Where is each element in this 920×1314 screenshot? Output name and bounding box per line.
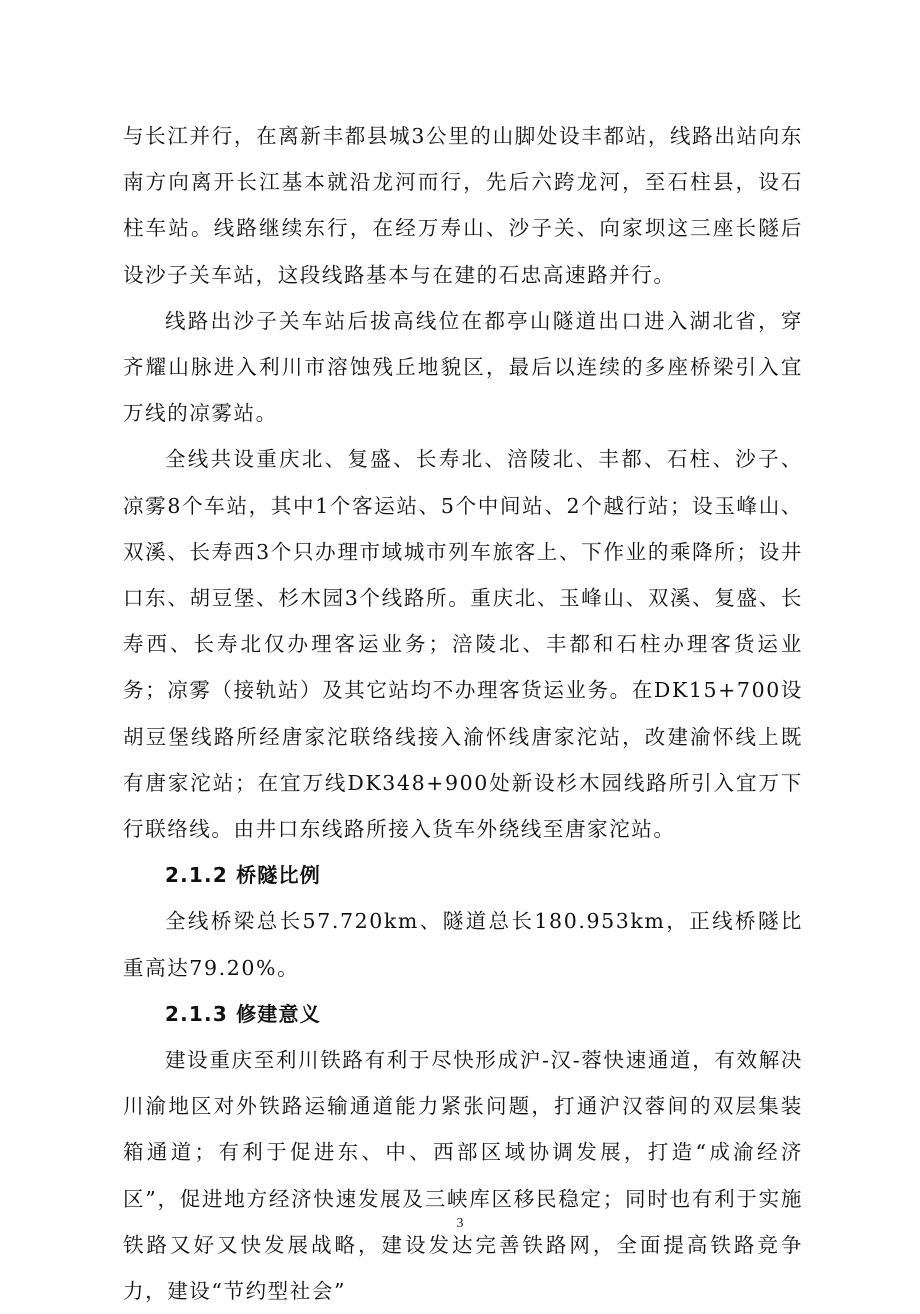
section-heading-construction-significance: 2.1.3 修建意义 — [165, 1001, 321, 1026]
body-paragraph: 线路出沙子关车站后拔高线位在都亭山隧道出口进入湖北省，穿齐耀山脉进入利川市溶蚀残丘地貌区，最后以连续的多座桥梁引入宜万线的凉雾站。 — [123, 308, 803, 426]
body-paragraph: 全线共设重庆北、复盛、长寿北、涪陵北、丰都、石柱、沙子、凉雾8个车站，其中1个客运站、5个中间站、2个越行站；设玉峰山、双溪、长寿西3个只办理市域城市列车旅客上、下作业的乘降所；设井口东、胡豆堡、杉木园3个线路所。重庆北、玉峰山、双溪、复盛、长寿西、长寿北仅办理客运业务；涪陵北、丰都和石柱办理客货运业务；凉雾（接轨站）及其它站均不办理客货运业务。在DK15+700设胡豆堡线路所经唐家沱联络线接入渝怀线唐家沱站，改建渝怀线上既有唐家沱站；在宜万线DK348+900处新设杉木园线路所引入宜万下行联络线。由井口东线路所接入货车外绕线至唐家沱站。 — [123, 447, 803, 842]
page-number: 3 — [456, 1216, 464, 1231]
document-body — [123, 113, 803, 1314]
body-paragraph-continued: 与长江并行，在离新丰都县城3公里的山脚处设丰都站，线路出站向东南方向离开长江基本就沿龙河而行，先后六跨龙河，至石柱县，设石柱车站。线路继续东行，在经万寿山、沙子关、向家坝这三座长隧后设沙子关车站，这段线路基本与在建的石忠高速路并行。 — [123, 124, 803, 287]
body-paragraph: 全线桥梁总长57.720km、隧道总长180.953km，正线桥隧比重高达79.20%。 — [123, 909, 803, 980]
section-heading-bridge-tunnel-ratio: 2.1.2 桥隧比例 — [165, 863, 321, 888]
body-paragraph: 建设重庆至利川铁路有利于尽快形成沪-汉-蓉快速通道，有效解决川渝地区对外铁路运输通道能力紧张问题，打通沪汉蓉间的双层集装箱通道；有利于促进东、中、西部区域协调发展，打造“成渝经济区”，促进地方经济快速发展及三峡库区移民稳定；同时也有利于实施铁路又好又快发展战略，建设发达完善铁路网，全面提高铁路竞争力，建设“节约型社会” — [123, 1048, 803, 1304]
